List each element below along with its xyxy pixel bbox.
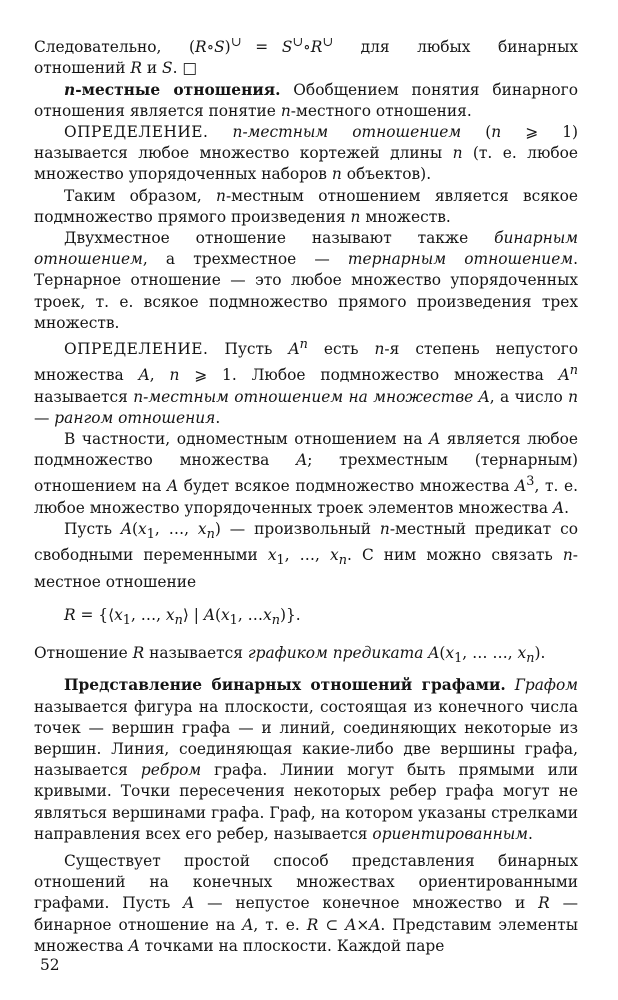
paragraph-binary-ternary: Двухместное отношение называют также бинарным отношением, а трехместное — тернарным отношением. Тернарное отношение — это любое множество упорядоченных троек, т. е. всякое подмножество прямого произведения трех множеств.	[34, 228, 578, 332]
paragraph-n-ary-relations: n-местные отношения. Обобщением понятия бинарного отношения является понятие n-местного отношения.	[34, 80, 578, 120]
paragraph-cartesian: Таким образом, n-местным отношением является всякое подмножество прямого произведения n множеств.	[34, 186, 578, 226]
paragraph-1: Следовательно, (R∘S)∪ = S∪∘R∪ для любых бинарных отношений R и S. □	[34, 35, 578, 78]
page-number: 52	[40, 956, 60, 974]
formula-relation: $R = \{⟨x_1$, …, $x_n⟩$ | $A(x_1$, $\dots x_n$)}.	[64, 605, 301, 628]
paragraph-predicate-graph: Отношение R называется графиком предиката $A(x_1$, … …, $x_n$).	[34, 644, 546, 667]
paragraph-graph-representation: Представление бинарных отношений графами. Графом называется фигура на плоскости, состоящая из конечного числа точек — вершин графа — и линий, соединяющих некоторые из вершин. Линия, соединяющая какие-либо две вершины графа, называется ребром графа. Линии могут быть прямыми или кривыми. Точки пересечения некоторых ребер графа могут не являться вершинами графа. Граф, на котором указаны стрелками направления всех его ребер, называется ориентированным.	[34, 676, 579, 843]
paragraph-predicate: Пусть $A(x_1$, …, $x_n$) — произвольный n-местный предикат со свободными переменными $x_1$, …, $x_n$. С ним можно связать n-местное отношение	[34, 519, 578, 591]
paragraph-unary-ternary: В частности, одноместным отношением на A является любое подмножество множества A; трехместным (тернарным) отношением на A будет всякое подмножество множества $A^3$, т. е. любое множество упорядоченных троек элементов множества A.	[34, 430, 578, 517]
page-body	[34, 32, 578, 957]
definition-rank: ОПРЕДЕЛЕНИЕ. Пусть $A^n$ есть n-я степень непустого множества A, n ⩾ 1. Любое подмножество множества $A^n$ называется n-местным отношением на множестве A, а число n — рангом отношения.	[34, 336, 579, 427]
paragraph-oriented-graphs: Существует простой способ представления бинарных отношений на конечных множествах ориентированными графами. Пусть A — непустое конечное множество и R — бинарное отношение на A, т. е. R ⊂ A×A. Представим элементы множества A точками на плоскости. Каждой паре	[34, 851, 578, 955]
definition-n-ary: ОПРЕДЕЛЕНИЕ. n-местным отношением (n ⩾ 1) называется любое множество кортежей длины n (т. е. любое множество упорядоченных наборов n объектов).	[34, 122, 578, 184]
